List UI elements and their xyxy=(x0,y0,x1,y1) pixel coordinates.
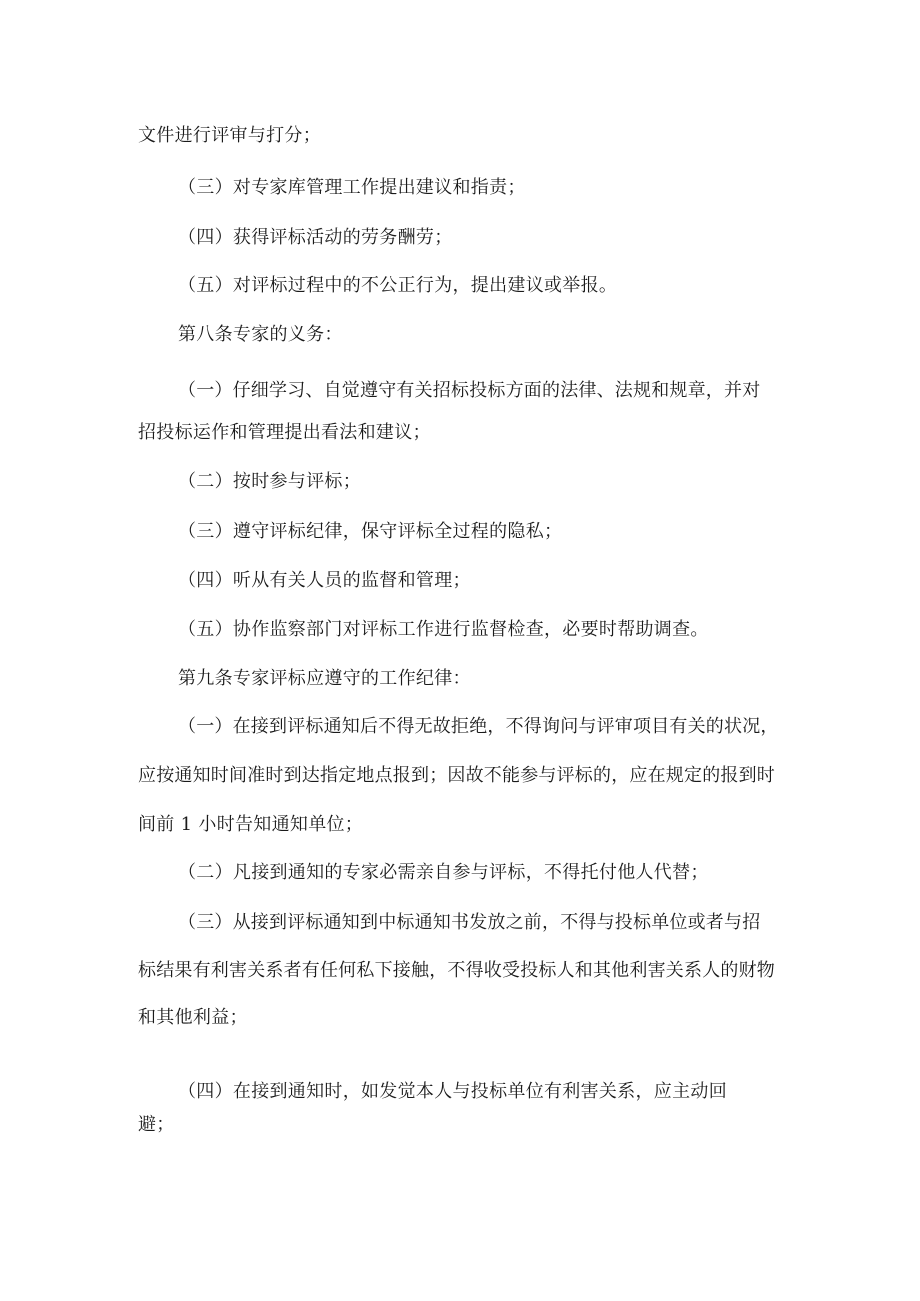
text-line: （四）获得评标活动的劳务酬劳； xyxy=(178,227,453,248)
text-line: 避； xyxy=(138,1114,175,1135)
text-line: 应按通知时间准时到达指定地点报到；因故不能参与评标的，应在规定的报到时 xyxy=(138,765,775,786)
text-line: （一）在接到评标通知后不得无故拒绝，不得询问与评审项目有关的状况， xyxy=(178,716,779,737)
text-line: （一）仔细学习、自觉遵守有关招标投标方面的法律、法规和规章，并对 xyxy=(178,380,761,401)
text-line: （三）从接到评标通知到中标通知书发放之前，不得与投标单位或者与招 xyxy=(178,912,761,933)
text-line: （四）在接到通知时，如发觉本人与投标单位有利害关系，应主动回 xyxy=(178,1081,727,1102)
text-line: 和其他利益； xyxy=(138,1007,248,1028)
text-line: （四）听从有关人员的监督和管理； xyxy=(178,570,471,591)
section-heading: 第九条专家评标应遵守的工作纪律： xyxy=(178,668,471,689)
text-line: （五）对评标过程中的不公正行为，提出建议或举报。 xyxy=(178,275,618,296)
text-line: 招投标运作和管理提出看法和建议； xyxy=(138,422,431,443)
text-line: （五）协作监察部门对评标工作进行监督检查，必要时帮助调查。 xyxy=(178,619,709,640)
text-line: 标结果有利害关系者有任何私下接触，不得收受投标人和其他利害关系人的财物 xyxy=(138,960,775,981)
text-line: （二）按时参与评标； xyxy=(178,471,361,492)
text-line: 文件进行评审与打分； xyxy=(138,125,321,146)
section-heading: 第八条专家的义务： xyxy=(178,324,343,345)
text-line: （三）遵守评标纪律，保守评标全过程的隐私； xyxy=(178,521,563,542)
text-line: （二）凡接到通知的专家必需亲自参与评标，不得托付他人代替； xyxy=(178,862,709,883)
text-line: 间前 1 小时告知通知单位； xyxy=(138,814,364,835)
text-line: （三）对专家库管理工作提出建议和指责； xyxy=(178,177,526,198)
